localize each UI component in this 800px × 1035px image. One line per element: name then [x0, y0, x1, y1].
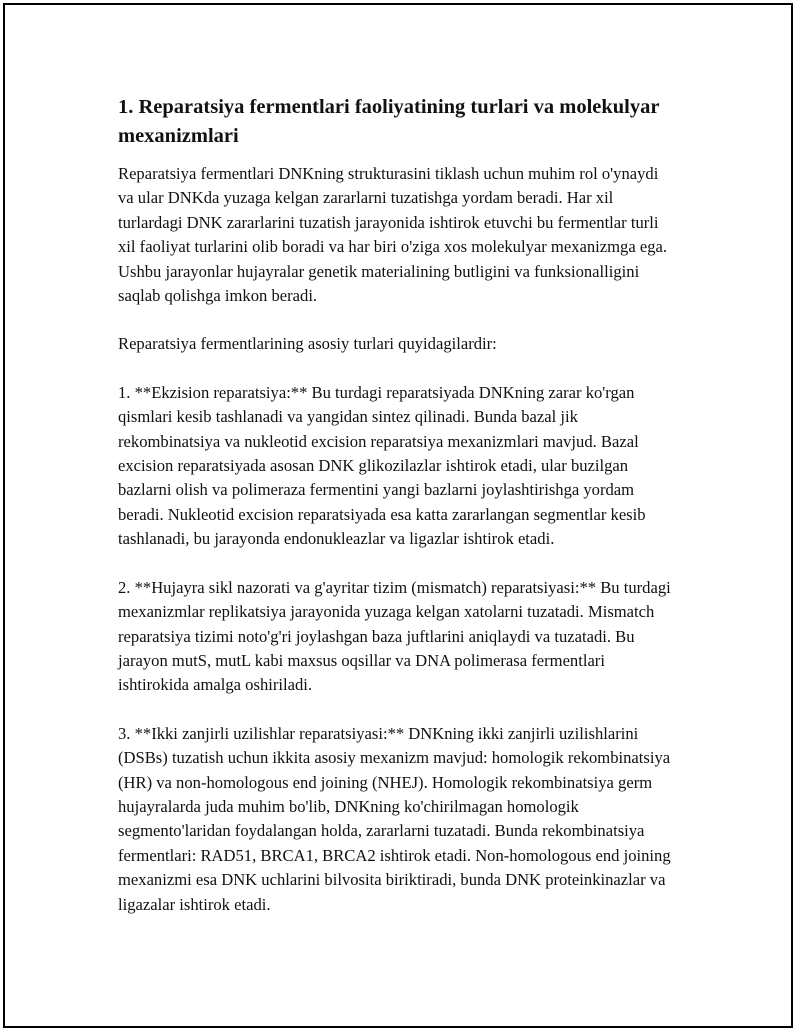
- double-strand-break-paragraph: 3. **Ikki zanjirli uzilishlar reparatsiyasi:** DNKning ikki zanjirli uzilishlarini (DSBs) tuzatish uchun ikkita asosiy mexanizm mavjud: homologik rekombinatsiya (HR) va non-homologous end joining (NHEJ). Homologik rekombinatsiya germ hujayralarda juda muhim bo'lib, DNKning ko'chirilmagan homologik segmento'laridan foydalangan holda, zararlarni tuzatadi. Bunda rekombinatsiya fermentlari: RAD51, BRCA1, BRCA2 ishtirok etadi. Non-homologous end joining mexanizmi esa DNK uchlarini bilvosita biriktiradi, bunda DNK proteinkinazlar va ligazalar ishtirok etadi.: [118, 723, 671, 914]
- excision-repair-paragraph: 1. **Ekzision reparatsiya:** Bu turdagi reparatsiyada DNKning zarar ko'rgan qismlari kesib tashlanadi va yangidan sintez qilinadi. Bunda bazal jik rekombinatsiya va nukleotid excision reparatsiya mexanizmlari mavjud. Bazal excision reparatsiyada asosan DNK glikozilazlar ishtirok etadi, ular buzilgan bazlarni olish va polimeraza fermentini yangi bazlarni joylashtirishga yordam beradi. Nukleotid excision reparatsiyada esa katta zararlangan segmentlar kesib tashlanadi, bu jarayonda endonukleazlar va ligazlar ishtirok etadi.: [118, 382, 646, 549]
- mismatch-repair-paragraph: 2. **Hujayra sikl nazorati va g'ayritar tizim (mismatch) reparatsiyasi:** Bu turdagi mexanizmlar replikatsiya jarayonida yuzaga kelgan xatolarni tuzatadi. Mismatch reparatsiya tizimi noto'g'ri joylashgan baza juftlarini aniqlaydi va tuzatadi. Bu jarayon mutS, mutL kabi maxsus oqsillar va DNA polimerasa fermentlari ishtirokida amalga oshiriladi.: [118, 577, 671, 695]
- section-heading: 1. Reparatsiya fermentlari faoliyatining turlari va molekulyar mexanizmlari: [118, 96, 660, 147]
- document-body: [118, 93, 688, 941]
- types-intro-paragraph: Reparatsiya fermentlarining asosiy turlari quyidagilardir:: [118, 334, 497, 354]
- intro-paragraph: Reparatsiya fermentlari DNKning strukturasini tiklash uchun muhim rol o'ynaydi va ular DNKda yuzaga kelgan zararlarni tuzatishga yordam beradi. Har xil turlardagi DNK zararlarini tuzatish jarayonida ishtirok etuvchi bu fermentlar turli xil faoliyat turlarini olib boradi va har biri o'ziga xos molekulyar mexanizmga ega. Ushbu jarayonlar hujayralar genetik materialining butligini va funksionalligini saqlab qolishga imkon beradi.: [118, 164, 668, 306]
